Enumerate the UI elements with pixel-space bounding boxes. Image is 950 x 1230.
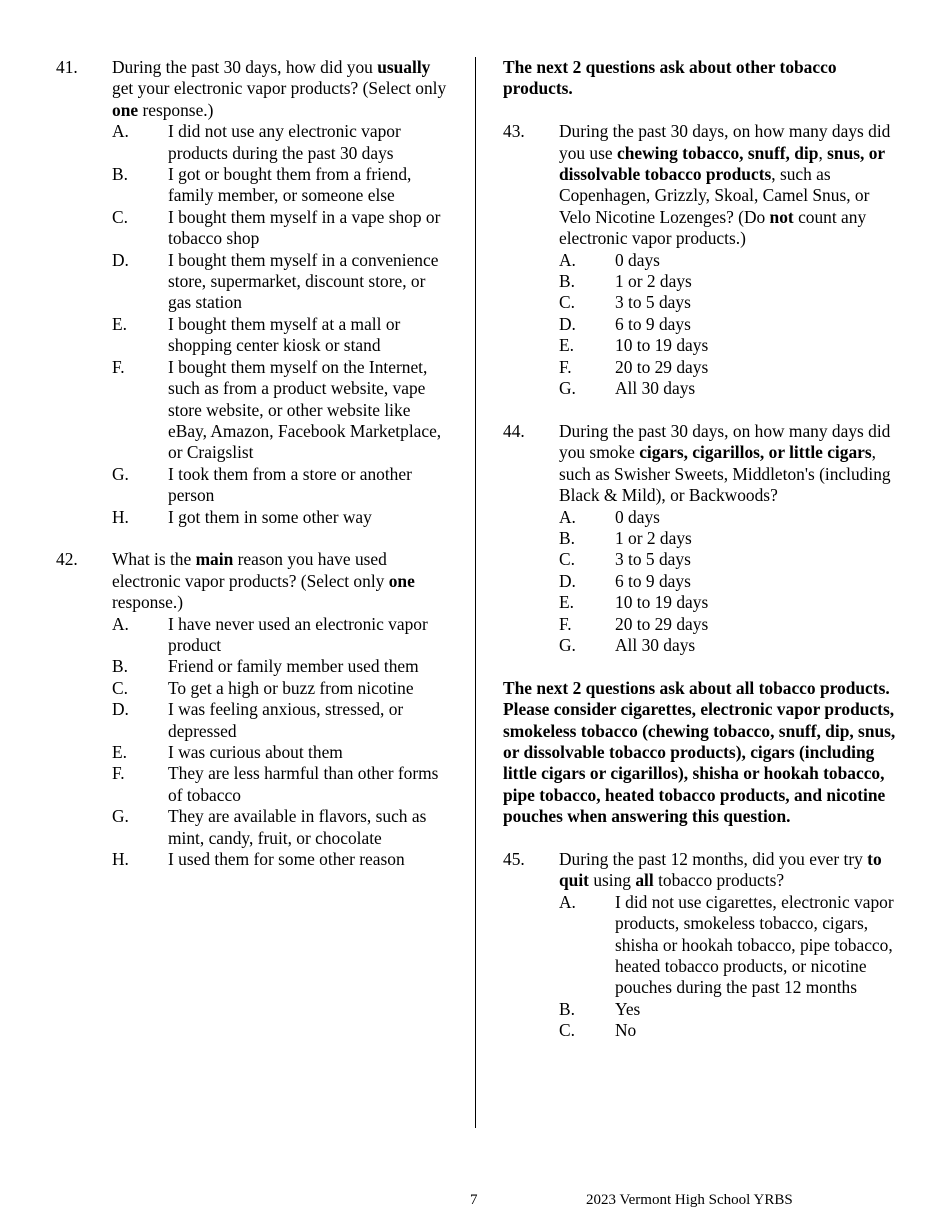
stem-text: During the past 12 months, did you ever try [559,848,868,869]
option-text: 6 to 9 days [615,570,691,591]
answer-option [559,335,903,356]
answer-option [559,571,903,592]
stem-text: During the past 30 days, how did you [112,57,378,77]
option-text: 0 days [615,249,660,270]
stem-text: one [388,570,415,591]
question-number: 42. [56,549,78,570]
answer-option [559,614,903,635]
answer-option [559,635,903,656]
option-text: I did not use any electronic vapor products during the past 30 days [168,121,401,163]
answer-option [112,121,451,164]
stem-text: During the past 30 days, on how many days did you use [559,121,891,163]
option-letter: B. [559,271,575,292]
stem-text: snus, or dissolvable tobacco products [559,142,885,185]
option-text: I bought them myself in a convenience store, supermarket, discount store, or gas station [168,249,439,313]
option-text: 6 to 9 days [615,313,691,334]
option-letter: A. [112,121,129,142]
answer-option [112,207,451,250]
answer-option [112,656,451,677]
stem-text: usually [377,57,431,77]
option-letter: H. [112,506,129,527]
option-letter: D. [112,699,129,720]
stem-text: all [635,870,654,891]
answer-option [559,314,903,335]
option-letter: A. [559,891,576,912]
option-text: They are less harmful than other forms of tobacco [168,763,439,805]
answer-option [112,507,451,528]
answer-option [112,849,451,870]
option-letter: B. [559,527,575,548]
option-text: 1 or 2 days [615,271,692,292]
option-text: I took them from a store or another person [168,463,412,506]
question-stem [559,849,903,892]
option-letter: D. [559,570,576,591]
option-letter: E. [559,335,574,356]
stem-text: reason you have used electronic vapor products? (Select only [112,549,389,591]
option-letter: G. [112,463,129,484]
question-44 [503,421,903,656]
option-letter: G. [559,378,576,399]
option-letter: C. [112,206,128,227]
option-letter: D. [559,313,576,334]
option-letter: C. [559,292,575,313]
option-text: I bought them myself at a mall or shopping center kiosk or stand [168,313,401,356]
answer-option [559,999,903,1020]
stem-text: using [588,870,636,891]
question-number: 43. [503,121,525,142]
question-41 [56,57,451,528]
section-intro-other-tobacco: The next 2 questions ask about other tobacco products. [503,57,837,99]
option-text: Yes [615,998,641,1019]
answer-options [559,892,903,1042]
answer-option [112,806,451,849]
stem-text: get your electronic vapor products? (Select only [112,78,447,99]
option-letter: F. [559,356,572,377]
question-stem [112,549,451,613]
stem-text: main [195,549,234,570]
question-number: 41. [56,57,78,77]
answer-option [559,528,903,549]
column-divider [475,57,476,1128]
option-text: I bought them myself in a vape shop or tobacco shop [168,206,441,249]
answer-option [112,314,451,357]
option-letter: C. [112,677,128,698]
option-letter: D. [112,249,129,270]
option-text: All 30 days [615,634,696,655]
stem-text: response.) [138,99,214,120]
option-letter: C. [559,549,575,570]
stem-text: response.) [112,592,183,613]
left-column [56,57,451,870]
answer-options [112,121,451,528]
question-45 [503,849,903,1042]
stem-text: , such as Swisher Sweets, Middleton's (including Black & Mild), or Backwoods? [559,442,891,506]
option-text: I got them in some other way [168,506,372,527]
stem-text: , such as Copenhagen, Grizzly, Skoal, Camel Snus, or Velo Nicotine Lozenges? (Do [559,164,870,227]
question-42 [56,549,451,870]
option-letter: A. [112,613,129,634]
question-stem [559,121,903,249]
option-letter: B. [559,998,575,1019]
answer-option [559,507,903,528]
option-text: 3 to 5 days [615,292,691,313]
option-text: I got or bought them from a friend, family member, or someone else [168,164,412,206]
right-column [503,57,903,1042]
stem-text: to quit [559,848,882,891]
option-text: I bought them myself on the Internet, such as from a product website, vape store website, or other website like eBay, Amazon, Facebook Marketplace, or Craigslist [168,356,442,463]
answer-option [112,357,451,464]
option-letter: B. [112,164,128,185]
option-text: I have never used an electronic vapor product [168,613,428,655]
answer-option [559,892,903,999]
stem-text: , [818,142,828,163]
option-text: 3 to 5 days [615,549,691,570]
question-stem [559,421,903,507]
stem-text: What is the [112,549,196,570]
answer-option [112,678,451,699]
answer-options [112,614,451,871]
option-letter: H. [112,849,129,870]
footer-title: 2023 Vermont High School YRBS [586,1192,793,1208]
answer-option [112,164,451,207]
answer-option [559,1020,903,1041]
option-text: They are available in flavors, such as mint, candy, fruit, or chocolate [168,806,427,848]
option-text: 20 to 29 days [615,356,709,377]
stem-text: tobacco products? [653,870,785,891]
stem-text: count any electronic vapor products.) [559,206,867,249]
stem-text: chewing tobacco, snuff, dip [616,142,819,163]
answer-option [559,271,903,292]
option-letter: F. [112,763,125,784]
stem-text: During the past 30 days, on how many days did you smoke [559,420,891,463]
answer-option [112,763,451,806]
option-text: 0 days [615,506,660,527]
answer-option [559,292,903,313]
option-text: 10 to 19 days [615,335,709,356]
option-letter: A. [559,249,576,270]
option-text: 20 to 29 days [615,613,709,634]
answer-option [559,250,903,271]
section-intro-all-tobacco: The next 2 questions ask about all tobacco products. Please consider cigarettes, electronic vapor products, smokeless tobacco (chewing tobacco, snuff, dip, snus, or dissolvable tobacco products), cigars (including little cigars or cigarillos), shisha or hookah tobacco, pipe tobacco, heated tobacco products, and nicotine pouches when answering this question. [503,677,896,827]
answer-option [559,378,903,399]
option-letter: A. [559,506,576,527]
option-text: I used them for some other reason [168,849,405,870]
stem-text: not [769,206,794,227]
page-number: 7 [470,1192,478,1208]
stem-text: cigars, cigarillos, or little cigars [639,442,872,463]
answer-option [112,250,451,314]
answer-option [112,464,451,507]
option-letter: E. [559,592,574,613]
option-letter: E. [112,741,127,762]
option-letter: F. [112,356,125,377]
option-letter: C. [559,1020,575,1041]
answer-option [559,549,903,570]
answer-option [559,592,903,613]
question-number: 45. [503,848,525,869]
answer-option [112,614,451,657]
option-text: 10 to 19 days [615,592,709,613]
option-text: I was feeling anxious, stressed, or depressed [168,699,404,741]
option-letter: B. [112,656,128,677]
option-letter: G. [559,634,576,655]
option-text: I did not use cigarettes, electronic vapor products, smokeless tobacco, cigars, shisha or hookah tobacco, pipe tobacco, heated tobacco products, or nicotine pouches during the past 12 months [615,891,894,998]
option-text: Friend or family member used them [168,656,419,677]
answer-options [559,250,903,400]
stem-text: one [112,99,139,120]
answer-option [112,699,451,742]
answer-option [112,742,451,763]
question-43 [503,121,903,399]
option-letter: F. [559,613,572,634]
answer-options [559,507,903,657]
option-text: All 30 days [615,378,696,399]
option-text: To get a high or buzz from nicotine [168,677,414,698]
option-text: 1 or 2 days [615,527,692,548]
question-stem [112,57,451,121]
answer-option [559,357,903,378]
option-text: I was curious about them [168,741,343,762]
question-number: 44. [503,420,525,441]
option-letter: E. [112,313,127,334]
option-text: No [615,1020,637,1041]
option-letter: G. [112,806,129,827]
